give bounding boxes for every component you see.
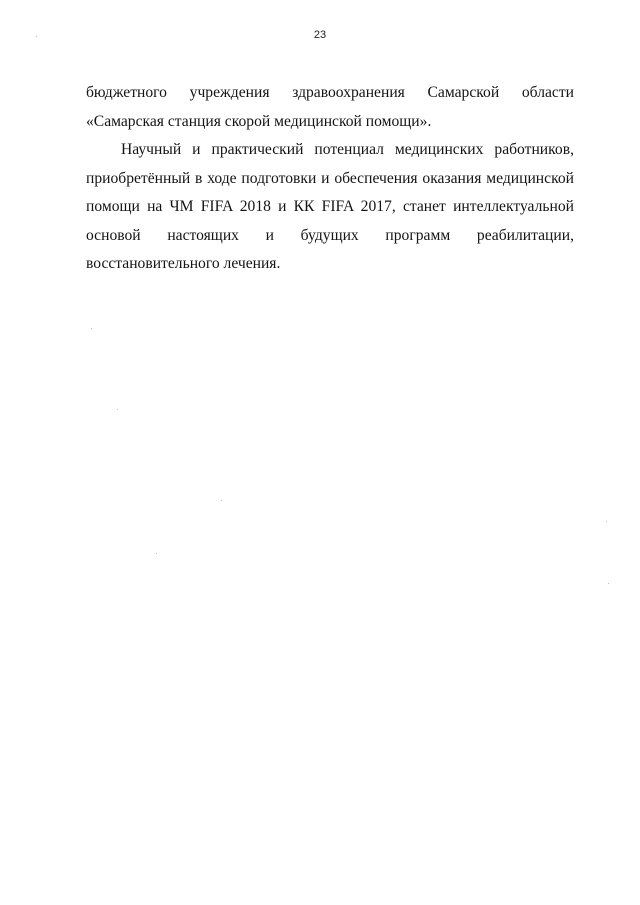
scan-speck: [36, 36, 37, 37]
page-number: 23: [313, 29, 327, 41]
scan-speck: [221, 500, 222, 501]
paragraph-potential: Научный и практический потенциал медицинских работников, приобретённый в ходе подготовки и обеспечения оказания медицинской помощи на ЧМ FIFA 2018 и КК FIFA 2017, станет интеллектуальной основой настоящих и будущих программ реабилитации, восстановительного лечения.: [86, 141, 574, 272]
scan-speck: [608, 583, 609, 584]
scan-speck: [91, 328, 92, 329]
scan-speck: [117, 409, 118, 410]
scan-speck: [156, 553, 157, 554]
paragraph-continuation: бюджетного учреждения здравоохранения Самарской области «Самарская станция скорой медицинской помощи».: [86, 84, 574, 130]
body-text: [86, 79, 574, 279]
scan-speck: [606, 521, 607, 522]
